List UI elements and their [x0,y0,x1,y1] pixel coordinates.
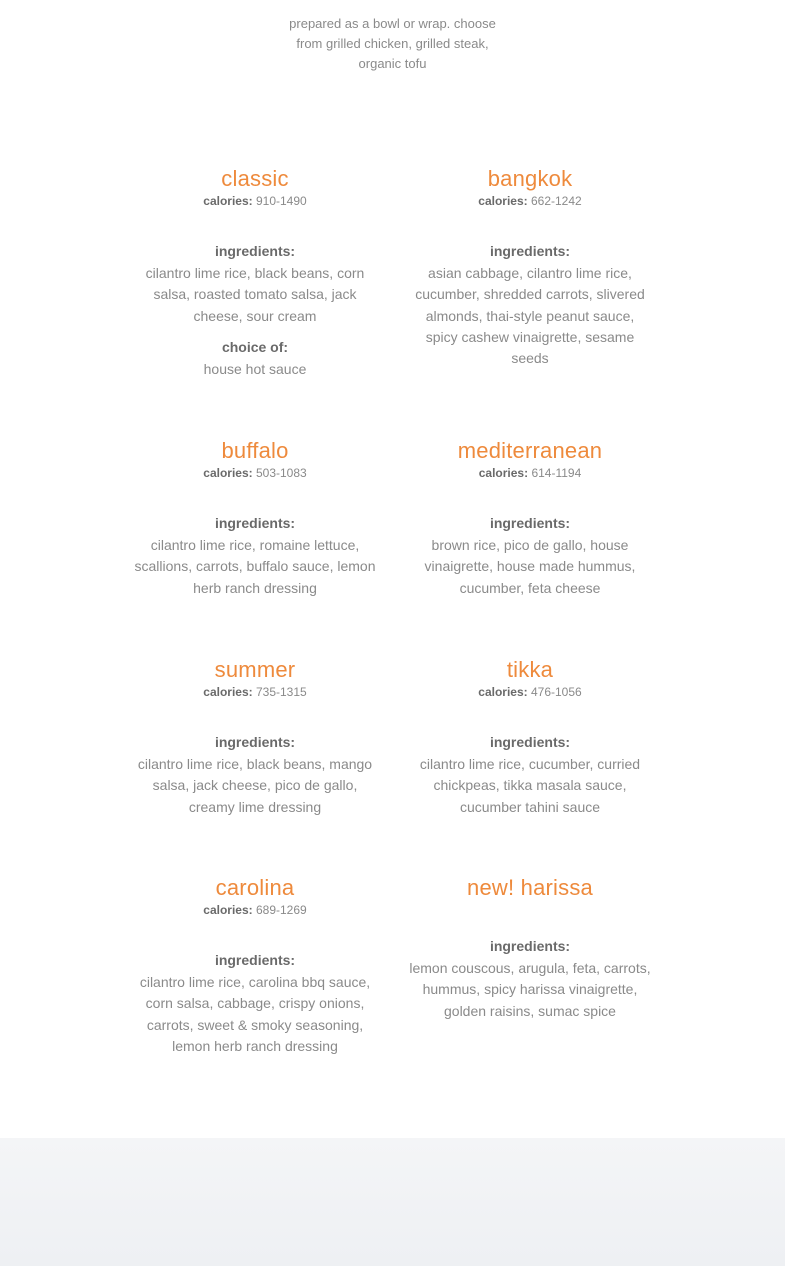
calories-label: calories: [478,466,529,480]
ingredients-label: ingredients: [214,952,296,968]
item-calories [400,193,660,209]
calories-value: 614-1194 [531,466,582,480]
calories-value: 662-1242 [530,194,582,208]
calories-label: calories: [203,685,253,699]
calories-value: 503-1083 [255,466,307,480]
calories-label: calories: [203,466,253,480]
ingredients-label: ingredients: [489,243,571,259]
menu-item-buffalo [125,437,385,599]
ingredients-text: cilantro lime rice, black beans, mango salsa, jack cheese, pico de gallo, creamy lime dressing [137,756,373,815]
item-name: carolina [215,875,295,900]
intro-line: organic tofu [358,56,427,71]
menu-item-bangkok [400,165,660,369]
item-name: classic [221,166,289,191]
item-calories [400,465,660,481]
ingredients-label: ingredients: [214,243,296,259]
menu-item-harissa [400,874,660,1022]
ingredients-text: cilantro lime rice, black beans, corn salsa, roasted tomato salsa, jack cheese, sour cream [145,265,365,324]
ingredients-label: ingredients: [489,938,571,954]
calories-value: 910-1490 [255,194,307,208]
item-calories [125,465,385,481]
ingredients-label: ingredients: [214,515,296,531]
menu-item-summer [125,656,385,818]
calories-value: 689-1269 [255,903,307,917]
item-calories [125,902,385,918]
item-name: bangkok [487,166,573,191]
item-calories [125,193,385,209]
ingredients-label: ingredients: [489,515,571,531]
intro-line: prepared as a bowl or wrap. choose [289,16,496,31]
intro-text [0,14,785,74]
footer-background [0,1138,785,1266]
choice-label: choice of: [221,338,289,355]
calories-label: calories: [478,194,528,208]
ingredients-text: cilantro lime rice, carolina bbq sauce, corn salsa, cabbage, crispy onions, carrots, sweet & smoky seasoning, lemon herb ranch dressing [139,974,371,1054]
calories-value: 476-1056 [530,685,582,699]
menu-item-mediterranean [400,437,660,599]
menu-item-tikka [400,656,660,818]
item-name: new! harissa [467,875,593,900]
menu-item-carolina [125,874,385,1057]
calories-label: calories: [203,194,253,208]
calories-label: calories: [478,685,528,699]
item-name: summer [214,657,296,682]
ingredients-label: ingredients: [214,734,296,750]
item-name: mediterranean [457,438,603,463]
item-calories [125,684,385,700]
calories-label: calories: [203,903,253,917]
choice-text: house hot sauce [203,360,307,377]
intro-line: from grilled chicken, grilled steak, [296,36,489,51]
menu-item-classic [125,165,385,380]
calories-value: 735-1315 [255,685,307,699]
ingredients-text: asian cabbage, cilantro lime rice, cucumber, shredded carrots, slivered almonds, thai-style peanut sauce, spicy cashew vinaigrette, sesame seeds [415,265,645,367]
ingredients-text: brown rice, pico de gallo, house vinaigrette, house made hummus, cucumber, feta cheese [424,537,636,596]
item-calories [400,684,660,700]
item-name: buffalo [221,438,289,463]
ingredients-text: cilantro lime rice, romaine lettuce, scallions, carrots, buffalo sauce, lemon herb ranch dressing [134,537,376,596]
item-name: tikka [506,657,554,682]
ingredients-text: cilantro lime rice, cucumber, curried chickpeas, tikka masala sauce, cucumber tahini sauce [419,756,641,815]
ingredients-text: lemon couscous, arugula, feta, carrots, hummus, spicy harissa vinaigrette, golden raisins, sumac spice [409,960,651,1019]
ingredients-label: ingredients: [489,734,571,750]
